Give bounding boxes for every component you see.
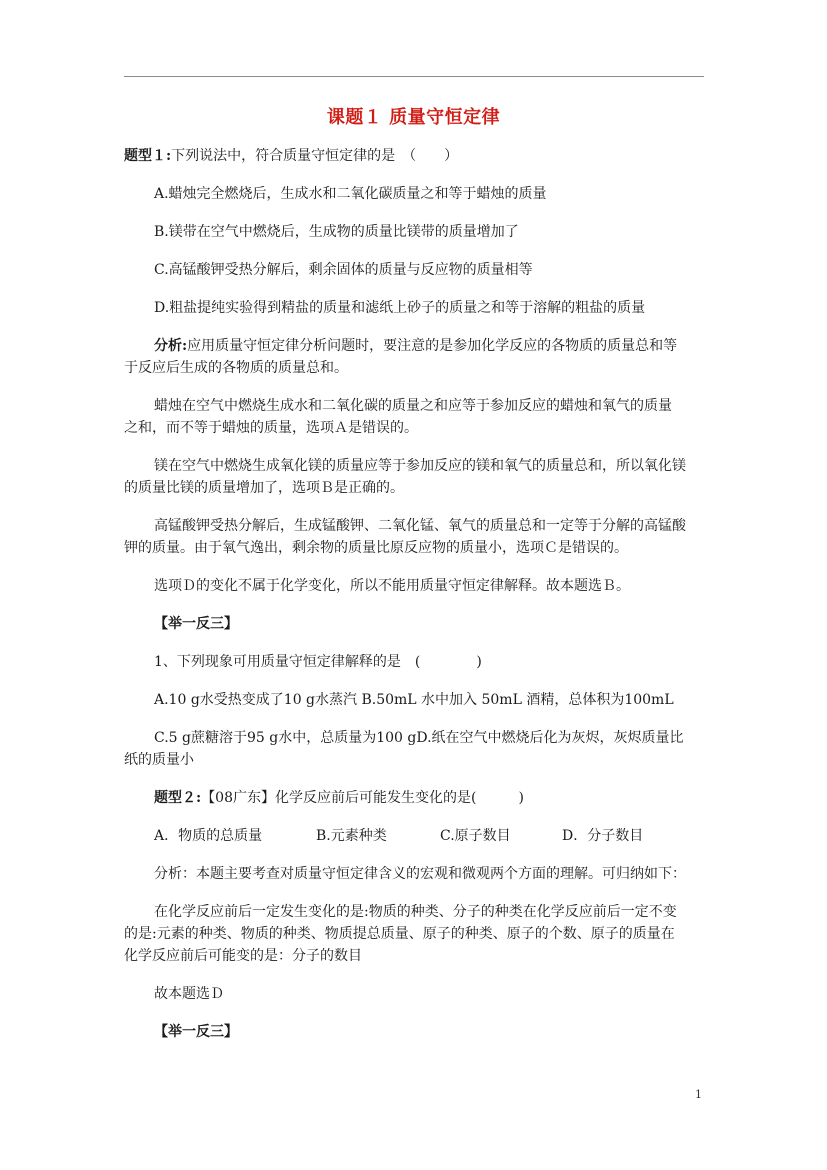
q2-option-d: D．分子数目 [562,828,644,844]
q1-option-c: C.高锰酸钾受热分解后，剩余固体的质量与反应物的质量相等 [154,262,533,278]
q2-analysis: 分析：本题主要考查对质量守恒定律含义的宏观和微观两个方面的理解。可归纳如下： [154,866,686,882]
q1-analysis-label: 分析: [154,338,188,354]
q1-analysis-line1 [154,335,677,357]
q1-analysis-line2: 于反应后生成的各物质的质量总和。 [124,360,348,376]
page-title: 课题１ 质量守恒定律 [326,107,501,128]
q2-option-b: B.元素种类 [316,828,387,844]
q1-para-a1: 蜡烛在空气中燃烧生成水和二氧化碳的质量之和应等于参加反应的蜡烛和氧气的质量 [154,398,672,414]
q2-para-2: 的是:元素的种类、物质的种类、物质提总质量、原子的种类、原子的个数、原子的质量在 [124,926,675,942]
q1-para-b1: 镁在空气中燃烧生成氧化镁的质量应等于参加反应的镁和氧气的质量总和，所以氧化镁 [154,458,686,474]
page-number: 1 [695,1088,702,1101]
q2-stem: 【08广东】化学反应前后可能发生变化的是( ) [201,790,524,806]
q2-stem-line [154,787,524,809]
q2-label: 题型２: [154,790,202,806]
q1-para-c2: 钾的质量。由于氧气逸出，剩余物的质量比原反应物的质量小，选项Ｃ是错误的。 [124,540,628,556]
q1-para-c1: 高锰酸钾受热分解后，生成锰酸钾、二氧化锰、氧气的质量总和一定等于分解的高锰酸 [154,518,686,534]
q1-practice-stem: 1、下列现象可用质量守恒定律解释的是 ( ) [154,654,482,670]
q1-stem: 下列说法中，符合质量守恒定律的是 （ ） [171,148,459,164]
q1-para-a2: 之和，而不等于蜡烛的质量，选项Ａ是错误的。 [124,420,418,436]
q2-answer: 故本题选Ｄ [154,986,224,1002]
q1-analysis-text1: 应用质量守恒定律分析问题时，要注意的是参加化学反应的各物质的质量总和等 [187,338,678,354]
q2-para-1: 在化学反应前后一定发生变化的是:物质的种类、分子的种类在化学反应前后一定不变 [154,904,677,920]
q2-option-c: C.原子数目 [440,828,511,844]
q1-option-b: B.镁带在空气中燃烧后，生成物的质量比镁带的质量增加了 [154,224,519,240]
q1-practice-heading: 【举一反三】 [154,616,238,632]
q2-practice-heading: 【举一反三】 [154,1024,238,1040]
q1-stem-line [124,145,458,167]
q1-practice-ab: A.10 g水受热变成了10 g水蒸汽 B.50mL 水中加入 50mL 酒精，总体积为100mL [154,692,674,708]
q1-practice-cd2: 纸的质量小 [124,752,194,768]
header-rule [124,76,704,77]
q1-label: 题型１: [124,148,172,164]
q2-option-a: A．物质的总质量 [154,828,263,844]
q1-para-b2: 的质量比镁的质量增加了，选项Ｂ是正确的。 [124,480,404,496]
q2-para-3: 化学反应前后可能变的是：分子的数目 [124,948,362,964]
q1-para-d: 选项Ｄ的变化不属于化学变化，所以不能用质量守恒定律解释。故本题选Ｂ。 [154,578,630,594]
q1-option-d: D.粗盐提纯实验得到精盐的质量和滤纸上砂子的质量之和等于溶解的粗盐的质量 [154,300,646,316]
q1-option-a: A.蜡烛完全燃烧后，生成水和二氧化碳质量之和等于蜡烛的质量 [154,186,547,202]
q1-practice-cd1: C.5 g蔗糖溶于95 g水中，总质量为100 gD.纸在空气中燃烧后化为灰烬，灰烬质量比 [154,730,684,746]
